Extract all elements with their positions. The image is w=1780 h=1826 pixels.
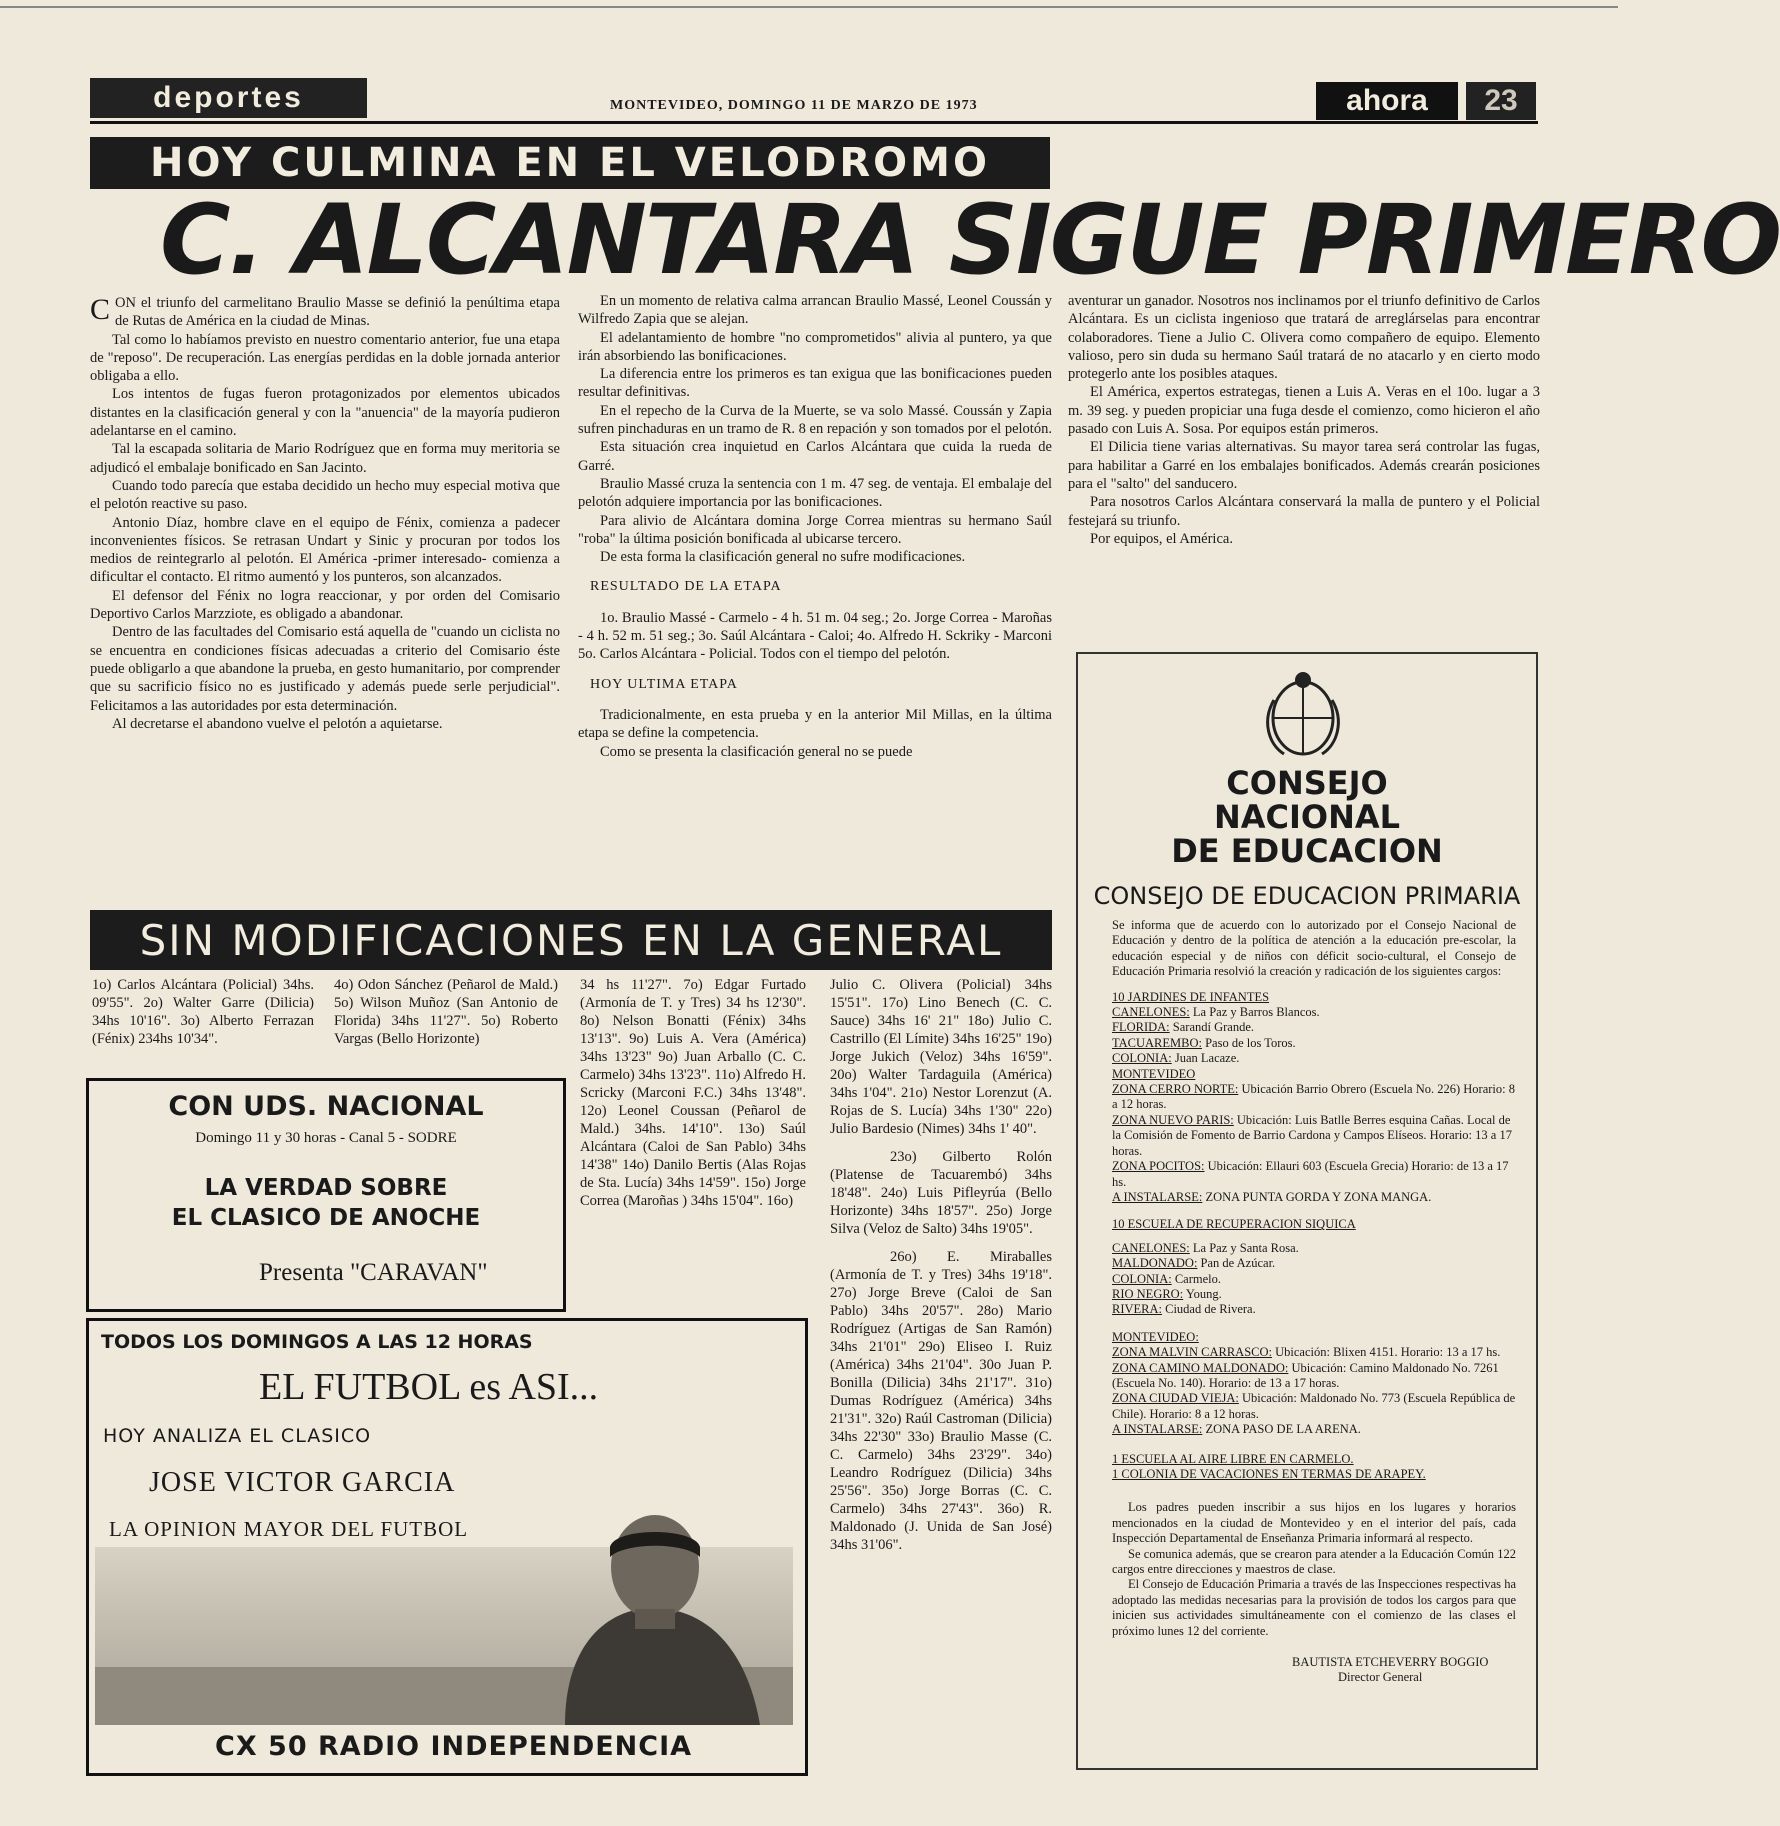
cne-line-text: Ciudad de Rivera. <box>1162 1302 1256 1317</box>
standings-column-b: 4o) Odon Sánchez (Peñarol de Mald.) 5o) Wilson Muñoz (San Antonio de Florida) 34hs 11'27". 5o) Roberto Vargas (Bello Horizonte) <box>334 977 558 1047</box>
cne-line-text: Paso de los Toros. <box>1201 1035 1296 1050</box>
paragraph: Tradicionalmente, en esta prueba y en la anterior Mil Millas, en la última etapa se define la competencia. <box>578 706 1052 742</box>
standings-block: 26o) E. Miraballes (Armonía de T. y Tres) 34hs 19'18". 27o) Jorge Breve (Caloi de San Pablo) 34hs 20'57". 28o) Mario Rodríguez (Artigas de San Ramón) 34hs 21'01" 29o) Eliseo I. Ruiz (América) 34hs 21'04". 30o Juan P. Bonilla (Dilicia) 34hs 21'17". 31o) Dumas Rodríguez (América) 34hs 21'31". 32o) Raúl Castroman (Dilicia) 34hs 22'30" 33o) Braulio Masse (C. C. Carmelo) 34hs 23'29". 34o) Leandro Rodríguez (Dilicia) 34hs 25'56". 35o) Jorge Borras (C. C. Carmelo) 34hs 27'43". 36o) R. Maldonado (J. Unida de San José) 34hs 31'06". <box>830 1249 1052 1553</box>
cne-line-text: Ubicación: Luis Batlle Berres esquina Cañas. Local de la Comisión de Fomento de Barrio Cardona y Campos Elíseos. Horario: 13 a 17 horas. <box>1112 1112 1512 1158</box>
coat-of-arms-icon <box>1262 670 1344 760</box>
cne-line-text: Young. <box>1183 1286 1222 1301</box>
paragraph: Tal como lo habíamos previsto en nuestro comentario anterior, fue una etapa de "reposo". De recuperación. Las energías perdidas en la doble jornada anterior obligaba a ello. <box>90 331 560 385</box>
cne-section-jardines <box>1112 1005 1516 1205</box>
cne-signature-title: Director General <box>1338 1670 1423 1685</box>
cne-line-label: CANELONES: <box>1112 1240 1190 1255</box>
cne-line-label: CANELONES: <box>1112 1005 1190 1020</box>
standings-column-a: 1o) Carlos Alcántara (Policial) 34hs. 09'55". 2o) Walter Garre (Dilicia) 34hs 10'16". 3o) Alberto Ferrazan (Fénix) 234hs 10'34". <box>92 977 314 1047</box>
cne-line <box>1112 1159 1516 1190</box>
paragraph: Tal la escapada solitaria de Mario Rodríguez que en forma muy meritoria se adjudicó el embalaje bonificado en San Jacinto. <box>90 441 560 476</box>
cne-line <box>1112 1190 1516 1205</box>
cne-line <box>1112 1272 1516 1287</box>
ad-nacional-line-1: LA VERDAD SOBRE <box>204 1175 448 1201</box>
commentator-photo <box>95 1547 793 1725</box>
cne-intro: Se informa que de acuerdo con lo autorizado por el Consejo Nacional de Educación y dentro de la política de atención a la educación pre-escolar, la educación especial y de niños con déficit socio-cultural, el Consejo de Educación Primaria resolvió la creación y radicación de los siguientes cargos: <box>1112 918 1516 979</box>
cne-line-text: Ubicación: Ellauri 603 (Escuela Grecia) Horario: de 13 a 17 hs. <box>1112 1159 1509 1189</box>
cne-line-text: Ubicación: Maldonado No. 773 (Escuela República de Chile). Horario: 8 a 12 horas. <box>1112 1391 1516 1421</box>
paragraph: Al decretarse el abandono vuelve el pelotón a aquietarse. <box>112 715 443 732</box>
ad-nacional-schedule: Domingo 11 y 30 horas - Canal 5 - SODRE <box>195 1130 457 1146</box>
cne-line-label: ZONA CIUDAD VIEJA: <box>1112 1391 1239 1406</box>
subheading-result: RESULTADO DE LA ETAPA <box>590 579 782 595</box>
cne-line-label: A INSTALARSE: <box>1112 1189 1203 1204</box>
section-badge: deportes <box>90 78 367 118</box>
cne-item: 1 COLONIA DE VACACIONES EN TERMAS DE ARAPEY. <box>1112 1467 1426 1481</box>
paragraph: Por equipos, el América. <box>1090 530 1233 547</box>
ad-nacional <box>86 1078 566 1312</box>
standings-column-c: 34 hs 11'27". 7o) Edgar Furtado (Armonía de T. y Tres) 34 hs 12'30". 8o) Nelson Bonatti (Fénix) 34hs 13'13". 9o) Luis A. Vera (América) 34hs 13'23" 9o) Juan Arballo (C. C. Carmelo) 34hs 13'23". 11o) Alfredo H. Scricky (Marconi F.C.) 34hs 13'48". 12o) Leonel Coussan (Peñarol de Mald.) 34hs. 14'10". 13o) Saúl Alcántara (Caloi de San Pablo) 34hs 14'38" 14o) Danilo Bertis (Alas Rojas de Sta. Lucía) 34hs 14'59". 15o) Jorge Correa (Maroñas ) 34hs 15'04". 16o) <box>580 977 806 1209</box>
masthead-rule <box>90 121 1538 124</box>
cne-line-label: ZONA CERRO NORTE: <box>1112 1082 1239 1097</box>
cne-line-label: MALDONADO: <box>1112 1256 1198 1271</box>
cne-line <box>1112 1113 1516 1159</box>
cne-line-text: Ubicación: Blixen 4151. Horario: 13 a 17 hs. <box>1271 1345 1501 1360</box>
paragraph: En el repecho de la Curva de la Muerte, se va solo Massé. Coussán y Zapia sufren pinchaduras en un tramo de R. 8 en repación y son tomados por el pelotón. <box>578 402 1052 438</box>
subheading-last-stage: HOY ULTIMA ETAPA <box>590 676 738 692</box>
cne-line-label: RIO NEGRO: <box>1112 1286 1184 1301</box>
cne-title-2: NACIONAL <box>1213 798 1401 836</box>
ad-futbol <box>86 1318 808 1776</box>
cne-line-text: Ubicación: Camino Maldonado No. 7261 (Escuela No. 140). Horario: de 13 a 17 horas. <box>1112 1360 1499 1390</box>
ad-futbol-radio: CX 50 RADIO INDEPENDENCIA <box>215 1731 693 1762</box>
cne-line-label: COLONIA: <box>1112 1051 1172 1066</box>
cne-line-text: ZONA PASO DE LA ARENA. <box>1202 1422 1361 1437</box>
paragraph: Como se presenta la clasificación general no se puede <box>600 743 913 760</box>
cne-body <box>1078 910 1536 1686</box>
paragraph: Antonio Díaz, hombre clave en el equipo de Fénix, comienza a padecer inconvenientes físicos. Se retrasan Undart y Sinic y procuran por todos los medios de reintegrarlo al pelotón. El América -primer interesado- comienza a dificultar el contacto. El ritmo aumentó y los punteros, son alcanzados. <box>90 514 560 586</box>
paragraph: El defensor del Fénix no logra reaccionar, y por orden del Comisario Deportivo Carlos Marzziote, es obligado a abandonar. <box>90 587 560 623</box>
cne-line-text: Carmelo. <box>1171 1271 1222 1286</box>
ad-futbol-commentator: JOSE VICTOR GARCIA <box>149 1467 456 1498</box>
cne-paragraph: Se comunica además, que se crearon para atender a la Educación Común 122 cargos entre direcciones y maestros de clase. <box>1112 1546 1516 1577</box>
cne-line-text: Juan Lacaze. <box>1171 1051 1240 1066</box>
article-kicker: HOY CULMINA EN EL VELODROMO <box>90 137 1050 189</box>
dateline: MONTEVIDEO, DOMINGO 11 DE MARZO DE 1973 <box>610 98 978 113</box>
cne-line <box>1112 1345 1516 1360</box>
cne-subtitle: CONSEJO DE EDUCACION PRIMARIA <box>1093 882 1521 910</box>
cne-line-label: A INSTALARSE: <box>1112 1422 1203 1437</box>
top-rule <box>0 6 1618 8</box>
paragraph: Para nosotros Carlos Alcántara conservará la malla de puntero y el Policial festejará su triunfo. <box>1068 494 1540 529</box>
cne-line <box>1112 1302 1516 1317</box>
cne-line-text: ZONA PUNTA GORDA Y ZONA MANGA. <box>1202 1189 1432 1204</box>
paragraph: aventurar un ganador. Nosotros nos inclinamos por el triunfo definitivo de Carlos Alcántara. Es un ciclista ingenioso que tratará de arreglárselas para encontrar colaboradores. Tiene a Julio C. Olivera como compañero de equipo. Elemento valioso, pero sin duda su hermano Saúl tratará de no atacarlo y en cierto modo protegerlo ante los posibles ataques. <box>1068 293 1540 383</box>
cne-line <box>1112 1256 1516 1271</box>
standings-banner: SIN MODIFICACIONES EN LA GENERAL <box>90 910 1052 970</box>
cne-paragraph: El Consejo de Educación Primaria a través de las Inspecciones respectivas ha adoptado las medidas necesarias para la provisión de todos los cargos para que inicien sus actividades simultáneamente con el comienzo de las clases el próximo lunes 12 del corriente. <box>1112 1577 1516 1638</box>
ad-nacional-line-2: EL CLASICO DE ANOCHE <box>171 1205 481 1231</box>
page-number: 23 <box>1466 82 1536 120</box>
standings-block: 23o) Gilberto Rolón (Platense de Tacuarembó) 34hs 18'48". 24o) Luis Pifleyrúa (Bello Horizonte) 34hs 18'57". 25o) Jorge Silva (Veloz de Salto) 34hs 19'05". <box>830 1149 1052 1237</box>
ad-futbol-tagline: LA OPINION MAYOR DEL FUTBOL <box>109 1517 469 1541</box>
paragraph: Braulio Massé cruza la sentencia con 1 m. 47 seg. de ventaja. El embalaje del pelotón adquiere importancia por las bonificaciones. <box>578 475 1052 511</box>
cne-section-recuperacion <box>1112 1241 1516 1318</box>
standings-block: Julio C. Olivera (Policial) 34hs 15'51". 17o) Lino Benech (C. C. Sauce) 34hs 16' 21" 18o) Julio C. Castrillo (El Límite) 34hs 16'25" 19o) Jorge Jukich (Veloz) 34hs 16'59". 20o) Walter Tardaguila (América) 34hs 1'04". 21o) Nestor Lorenzut (A. Rojas de S. Lucía) 34hs 1'30" 22o) Julio Bardesio (Nimes) 34hs 1' 40". <box>830 977 1052 1137</box>
cne-line <box>1112 1330 1516 1345</box>
cne-line <box>1112 1361 1516 1392</box>
cne-line-label: RIVERA: <box>1112 1302 1162 1317</box>
cne-line-text: Ubicación Barrio Obrero (Escuela No. 226) Horario: 8 a 12 horas. <box>1112 1082 1515 1112</box>
cne-line-text: La Paz y Santa Rosa. <box>1189 1240 1299 1255</box>
cne-title-1: CONSEJO <box>1226 764 1388 802</box>
cne-line-label: MONTEVIDEO: <box>1112 1329 1199 1344</box>
cne-section-heading: 10 JARDINES DE INFANTES <box>1112 989 1270 1004</box>
cne-line-text: Sarandí Grande. <box>1169 1020 1255 1035</box>
cne-section-montevideo <box>1112 1330 1516 1438</box>
cne-line-label: MONTEVIDEO <box>1112 1066 1196 1081</box>
cne-line <box>1112 1051 1516 1066</box>
cne-line <box>1112 1005 1516 1020</box>
paragraph: En un momento de relativa calma arrancan Braulio Massé, Leonel Coussán y Wilfredo Zapia que se alejan. <box>578 293 1052 328</box>
paragraph: Dentro de las facultades del Comisario está aquella de "cuando un ciclista no se encuentra en condiciones físicas adecuadas a criterio del Comisario éste puede obligarlo a que abandone la prueba, en gesto humanitario, por comprender que su sacrificio físico no es justificado y además puede serle perjudicial". Felicitamos a las autoridades por esta determinación. <box>90 624 560 714</box>
article-headline: C. ALCANTARA SIGUE PRIMERO <box>160 184 1780 296</box>
paragraph: El adelantamiento de hombre "no comprometidos" alivia al puntero, ya que irán absorbiendo las bonificaciones. <box>578 329 1052 364</box>
paragraph: La diferencia entre los primeros es tan exigua que las bonificaciones pueden resultar definitivas. <box>578 366 1052 401</box>
article-column-2 <box>578 292 1052 761</box>
ad-nacional-presenter: Presenta "CARAVAN" <box>259 1259 488 1286</box>
cne-line-text: Pan de Azúcar. <box>1197 1256 1276 1271</box>
cne-title-3: DE EDUCACION <box>1171 832 1443 870</box>
cne-paragraph: Los padres pueden inscribir a sus hijos en los lugares y horarios mencionados en la ciudad de Montevideo y en el interior del país, cada Inspección Departamental de Enseñanza Primaria informará al respecto. <box>1112 1500 1516 1546</box>
paragraph: 1o. Braulio Massé - Carmelo - 4 h. 51 m. 04 seg.; 2o. Jorge Correa - Maroñas - 4 h. 52 m. 51 seg.; 3o. Saúl Alcántara - Caloi; 4o. Alfredo H. Sckriky - Marconi 5o. Carlos Alcántara - Policial. Todos con el tiempo del pelotón. <box>578 609 1052 663</box>
cne-line <box>1112 1422 1516 1437</box>
paragraph: De esta forma la clasificación general no sufre modificaciones. <box>600 549 966 566</box>
cne-section-heading: 10 ESCUELA DE RECUPERACION SIQUICA <box>1112 1217 1356 1232</box>
cne-line-text: La Paz y Barros Blancos. <box>1189 1005 1320 1020</box>
cne-line <box>1112 1036 1516 1051</box>
article-column-1 <box>90 294 560 733</box>
paragraph: El Dilicia tiene varias alternativas. Su mayor tarea será controlar las fugas, para habilitar a Garré en los embalajes bonificados. Además crearán posiciones para el "salto" del sanducero. <box>1068 439 1540 492</box>
cne-line <box>1112 1241 1516 1256</box>
ad-cne <box>1076 652 1538 1770</box>
standings-column-d <box>830 976 1052 1554</box>
cne-line <box>1112 1067 1516 1082</box>
cne-line <box>1112 1082 1516 1113</box>
paragraph: El América, expertos estrategas, tienen a Luis A. Veras en el 10o. lugar a 3 m. 39 seg. y pueden propiciar una fuga desde el comienzo, como hicieron el año pasado con Luis A. Sosa. Por equipos están primeros. <box>1068 384 1540 438</box>
newspaper-logo: ahora <box>1316 82 1458 120</box>
cne-line-label: ZONA MALVIN CARRASCO: <box>1112 1345 1272 1360</box>
cne-line-label: ZONA NUEVO PARIS: <box>1112 1112 1234 1127</box>
cne-line <box>1112 1391 1516 1422</box>
cne-line-label: TACUAREMBO: <box>1112 1035 1202 1050</box>
paragraph: CON el triunfo del carmelitano Braulio Masse se definió la penúltima etapa de Rutas de América en la ciudad de Minas. <box>90 293 560 330</box>
cne-line <box>1112 1020 1516 1035</box>
cne-signature-name: BAUTISTA ETCHEVERRY BOGGIO <box>1292 1655 1489 1670</box>
cne-line-label: ZONA POCITOS: <box>1112 1159 1205 1174</box>
cne-line-label: ZONA CAMINO MALDONADO: <box>1112 1360 1289 1375</box>
paragraph: Los intentos de fugas fueron protagonizados por elementos ubicados distantes en la clasificación general y con la "anuencia" de la mayoría pudieron adelantarse en el camino. <box>90 386 560 440</box>
cne-item: 1 ESCUELA AL AIRE LIBRE EN CARMELO. <box>1112 1451 1354 1466</box>
ad-futbol-schedule: TODOS LOS DOMINGOS A LAS 12 HORAS <box>101 1331 533 1353</box>
drop-cap: C <box>90 293 111 326</box>
article-column-3 <box>1068 292 1540 548</box>
ad-futbol-today: HOY ANALIZA EL CLASICO <box>103 1425 372 1447</box>
cne-line-label: FLORIDA: <box>1112 1020 1170 1035</box>
ad-futbol-title: EL FUTBOL es ASI... <box>259 1366 599 1408</box>
paragraph: Para alivio de Alcántara domina Jorge Correa mientras su hermano Saúl "roba" la última posición bonificada al ubicarse tercero. <box>578 512 1052 547</box>
cne-line <box>1112 1287 1516 1302</box>
paragraph: Cuando todo parecía que estaba decidido un hecho muy especial motiva que el pelotón reactive su paso. <box>90 477 560 513</box>
ad-nacional-title: CON UDS. NACIONAL <box>168 1091 484 1122</box>
paragraph: Esta situación crea inquietud en Carlos Alcántara que cuida la rueda de Garré. <box>578 439 1052 474</box>
cne-line-label: COLONIA: <box>1112 1271 1172 1286</box>
